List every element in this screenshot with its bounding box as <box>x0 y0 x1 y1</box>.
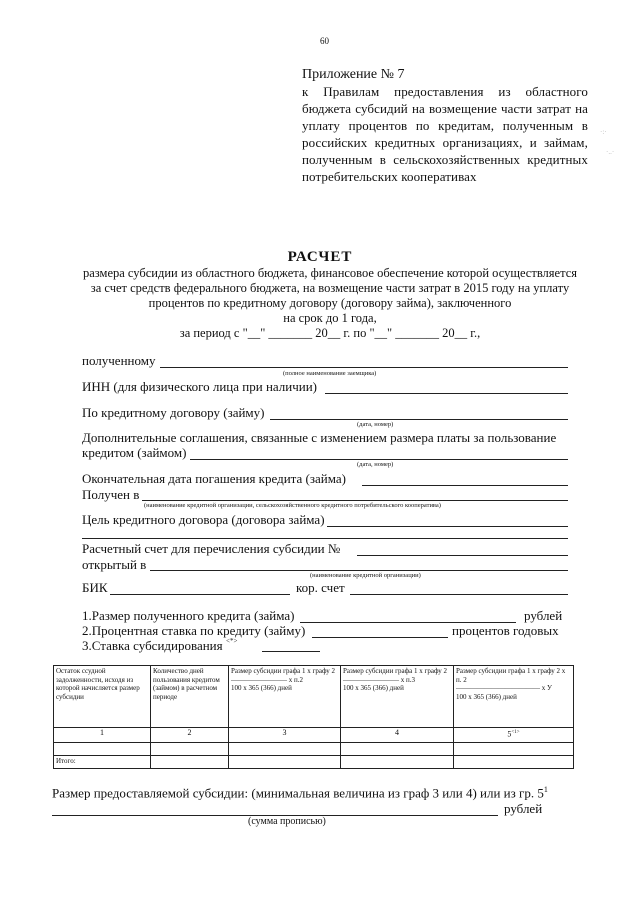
result-unit: рублей <box>504 801 543 816</box>
contract-hint: (дата, номер) <box>357 421 394 428</box>
appendix-title: Приложение № 7 <box>302 67 405 82</box>
intro-line-1: размера субсидии из областного бюджета, финансовое обеспечение которой осуществляется за счет средств федерального бюджета, на возмещение части затрат в 2015 году на уплату процентов по кредитному договору (договору займа), заключенного <box>82 266 578 310</box>
table-cell[interactable] <box>229 743 341 756</box>
received-hint: (полное наименование заемщика) <box>283 370 377 377</box>
table-cell[interactable] <box>454 743 574 756</box>
header-3-factor: х п.2 <box>288 675 303 684</box>
scan-speck: ·..· <box>606 148 615 156</box>
table-header-row <box>54 666 574 728</box>
document-heading: РАСЧЕТ <box>287 249 353 265</box>
purpose-label: Цель кредитного договора (договора займа) <box>82 512 325 527</box>
item3-label: 3.Ставка субсидирования <box>82 638 223 653</box>
header-3-label: Размер субсидии графа 1 х графу 2 <box>231 667 336 675</box>
received-in-hint: (наименование кредитной организации, сельскохозяйственного кредитного потребительского кооператива) <box>144 502 441 509</box>
received-in-label: Получен в <box>82 487 140 502</box>
corr-account-label: кор. счет <box>296 580 345 595</box>
column-number-5 <box>454 728 574 743</box>
table-cell[interactable] <box>54 743 151 756</box>
item2-unit: процентов годовых <box>452 623 559 638</box>
header-4-factor: х п.3 <box>400 675 415 684</box>
agreements-label: Дополнительные соглашения, связанные с изменением размера платы за пользование <box>82 430 557 445</box>
result-hint: (сумма прописью) <box>248 816 326 827</box>
item2-label: 2.Процентная ставка по кредиту (займу) <box>82 623 306 638</box>
header-cell-1: Остаток ссудной задолженности, исходя из которой начисляется размер субсидии <box>54 666 151 728</box>
column-number-1: 1 <box>54 728 151 743</box>
result-label <box>52 785 548 801</box>
header-5-factor: х У <box>541 684 552 692</box>
column-number-4: 4 <box>341 728 454 743</box>
final-date-label: Окончательная дата погашения кредита (займа) <box>82 471 346 486</box>
purpose-line-2[interactable] <box>82 538 568 539</box>
table-number-row <box>54 728 574 743</box>
table-cell[interactable] <box>341 743 454 756</box>
header-cell-4 <box>341 666 454 728</box>
column-number-5-sup: <1> <box>511 730 520 735</box>
inn-label: ИНН (для физического лица при наличии) <box>82 379 318 394</box>
header-5-denominator: 100 х 365 (366) дней <box>456 692 517 701</box>
header-4-denominator: 100 х 365 (366) дней <box>343 684 404 692</box>
total-label: Итого: <box>54 756 151 769</box>
header-4-fraction: ———————— х п.3 <box>343 675 415 684</box>
table-cell[interactable] <box>454 756 574 769</box>
item1-unit: рублей <box>524 608 563 623</box>
corr-account-line[interactable] <box>350 594 568 595</box>
table-total-row <box>54 756 574 769</box>
table-row <box>54 743 574 756</box>
received-label: полученному <box>82 353 156 368</box>
inn-line[interactable] <box>325 393 568 394</box>
item3-sup: <*> <box>226 637 238 645</box>
column-number-3: 3 <box>229 728 341 743</box>
opened-in-hint: (наименование кредитной организации) <box>310 572 421 579</box>
table-cell[interactable] <box>151 743 229 756</box>
appendix-block <box>302 66 588 185</box>
header-cell-3 <box>229 666 341 728</box>
calculation-table <box>53 665 574 769</box>
received-line[interactable] <box>160 367 568 368</box>
bik-label: БИК <box>82 580 108 595</box>
result-text: Размер предоставляемой субсидии: (минимальная величина из граф 3 или 4) или из гр. 5 <box>52 785 544 801</box>
agreements-label-2: кредитом (займом) <box>82 445 187 460</box>
agreements-hint: (дата, номер) <box>357 461 394 468</box>
final-date-line[interactable] <box>362 485 568 486</box>
header-cell-2: Количество дней пользования кредитом (займом) в расчетном периоде <box>151 666 229 728</box>
result-sup: 1 <box>543 785 548 794</box>
table-cell[interactable] <box>151 756 229 769</box>
header-3-denominator: 100 х 365 (366) дней <box>231 684 292 692</box>
account-label: Расчетный счет для перечисления субсидии № <box>82 541 341 556</box>
header-cell-5 <box>454 666 574 728</box>
contract-line[interactable] <box>270 419 568 420</box>
scan-speck: ·:· <box>600 128 607 136</box>
item2-line[interactable] <box>312 637 448 638</box>
header-5-fraction: ———————————— х У <box>456 684 552 692</box>
agreements-line[interactable] <box>190 459 568 460</box>
contract-label: По кредитному договору (займу) <box>82 405 265 420</box>
opened-in-label: открытый в <box>82 557 147 572</box>
header-4-label: Размер субсидии графа 1 х графу 2 <box>343 667 448 675</box>
item3-line[interactable] <box>262 651 320 652</box>
page-number: 60 <box>320 36 329 46</box>
header-3-fraction: ———————— х п.2 <box>231 675 303 684</box>
column-number-2: 2 <box>151 728 229 743</box>
intro-line-3: за период с "__" _______ 20__ г. по "__" _______ 20__ г., <box>179 326 481 340</box>
intro-line-2: на срок до 1 года, <box>283 311 377 325</box>
table-cell[interactable] <box>341 756 454 769</box>
received-in-line[interactable] <box>142 500 568 501</box>
item1-label: 1.Размер полученного кредита (займа) <box>82 608 295 623</box>
purpose-line[interactable] <box>327 526 568 527</box>
bik-line[interactable] <box>110 594 290 595</box>
opened-in-line[interactable] <box>150 570 568 571</box>
appendix-text: к Правилам предоставления из областного бюджета субсидий на возмещение части затрат на уплату процентов по кредитам, полученным в российских кредитных организациях, и займам, полученным в сельскохозяйственных кредитных потребительских кооперативах <box>302 84 588 184</box>
intro-text <box>80 266 580 341</box>
account-line[interactable] <box>357 555 568 556</box>
column-number-5-value: 5 <box>507 729 512 739</box>
header-5-label: Размер субсидии графа 1 х графу 2 х п. 2 <box>456 667 566 684</box>
table-cell[interactable] <box>229 756 341 769</box>
